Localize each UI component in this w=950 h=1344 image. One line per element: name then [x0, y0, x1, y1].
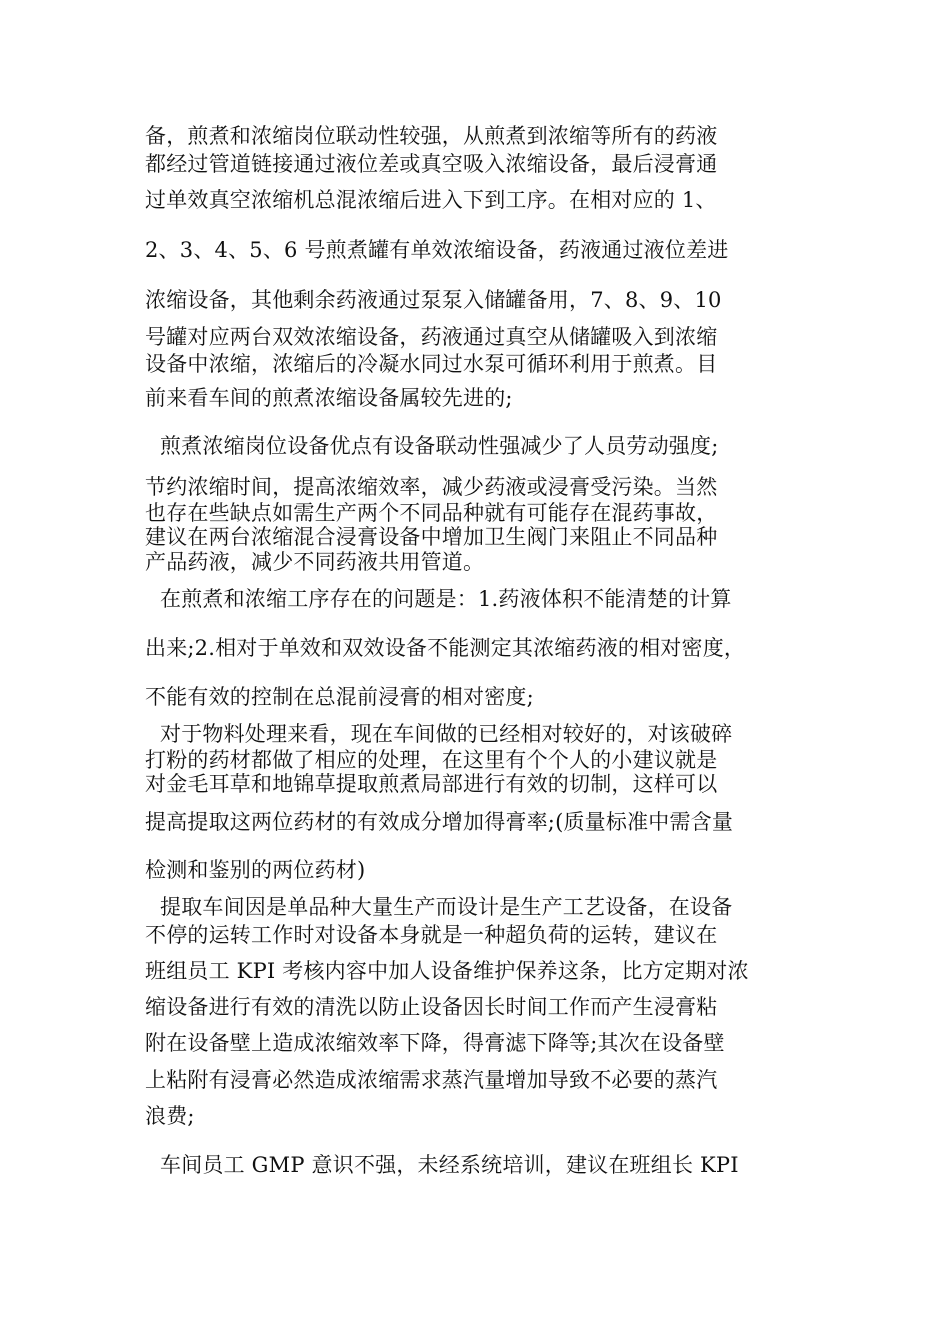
text-line: 也存在些缺点如需生产两个不同品种就有可能存在混药事故， — [145, 501, 718, 525]
text-line: 打粉的药材都做了相应的处理，在这里有个个人的小建议就是 — [145, 748, 718, 772]
text-line: 检测和鉴别的两位药材) — [145, 858, 366, 882]
text-line: 不停的运转工作时对设备本身就是一种超负荷的运转，建议在 — [145, 923, 718, 947]
text-line: 过单效真空浓缩机总混浓缩后进入下到工序。在相对应的 1、 — [145, 188, 717, 212]
text-line: 都经过管道链接通过液位差或真空吸入浓缩设备，最后浸膏通 — [145, 152, 718, 176]
paragraph-first-line: 煎煮浓缩岗位设备优点有设备联动性强减少了人员劳动强度; — [160, 434, 719, 458]
text-line: 浪费; — [145, 1104, 195, 1128]
text-line: 2、3、4、5、6 号煎煮罐有单效浓缩设备，药液通过液位差进 — [145, 238, 729, 262]
text-line: 设备中浓缩，浓缩后的冷凝水同过水泵可循环利用于煎煮。目 — [145, 352, 718, 376]
text-line: 浓缩设备，其他剩余药液通过泵泵入储罐备用，7、8、9、10 — [145, 288, 722, 312]
text-line: 出来;2.相对于单效和双效设备不能测定其浓缩药液的相对密度， — [145, 636, 746, 660]
text-line: 产品药液，减少不同药液共用管道。 — [145, 550, 485, 574]
text-line: 班组员工 KPI 考核内容中加人设备维护保养这条，比方定期对浓 — [145, 959, 749, 983]
paragraph-first-line: 在煎煮和浓缩工序存在的问题是：1.药液体积不能清楚的计算 — [160, 587, 732, 611]
text-line: 对金毛耳草和地锦草提取煎煮局部进行有效的切制，这样可以 — [145, 772, 718, 796]
paragraph-first-line: 提取车间因是单品种大量生产而设计是生产工艺设备，在设备 — [160, 895, 733, 919]
text-line: 上粘附有浸膏必然造成浓缩需求蒸汽量增加导致不必要的蒸汽 — [145, 1068, 718, 1092]
text-line: 附在设备壁上造成浓缩效率下降，得膏滤下降等;其次在设备壁 — [145, 1031, 725, 1055]
paragraph-first-line: 车间员工 GMP 意识不强，未经系统培训，建议在班组长 KPI — [160, 1153, 739, 1177]
text-line: 建议在两台浓缩混合浸膏设备中增加卫生阀门来阻止不同品种 — [145, 525, 718, 549]
text-line: 缩设备进行有效的清洗以防止设备因长时间工作而产生浸膏粘 — [145, 995, 718, 1019]
paragraph-first-line: 对于物料处理来看，现在车间做的已经相对较好的，对该破碎 — [160, 722, 733, 746]
text-line: 前来看车间的煎煮浓缩设备属较先进的; — [145, 386, 513, 410]
text-line: 备，煎煮和浓缩岗位联动性较强，从煎煮到浓缩等所有的药液 — [145, 124, 718, 148]
text-line: 不能有效的控制在总混前浸膏的相对密度; — [145, 685, 534, 709]
text-line: 号罐对应两台双效浓缩设备，药液通过真空从储罐吸入到浓缩 — [145, 325, 718, 349]
text-line: 提高提取这两位药材的有效成分增加得膏率;(质量标准中需含量 — [145, 810, 734, 834]
text-line: 节约浓缩时间，提高浓缩效率，减少药液或浸膏受污染。当然 — [145, 475, 718, 499]
